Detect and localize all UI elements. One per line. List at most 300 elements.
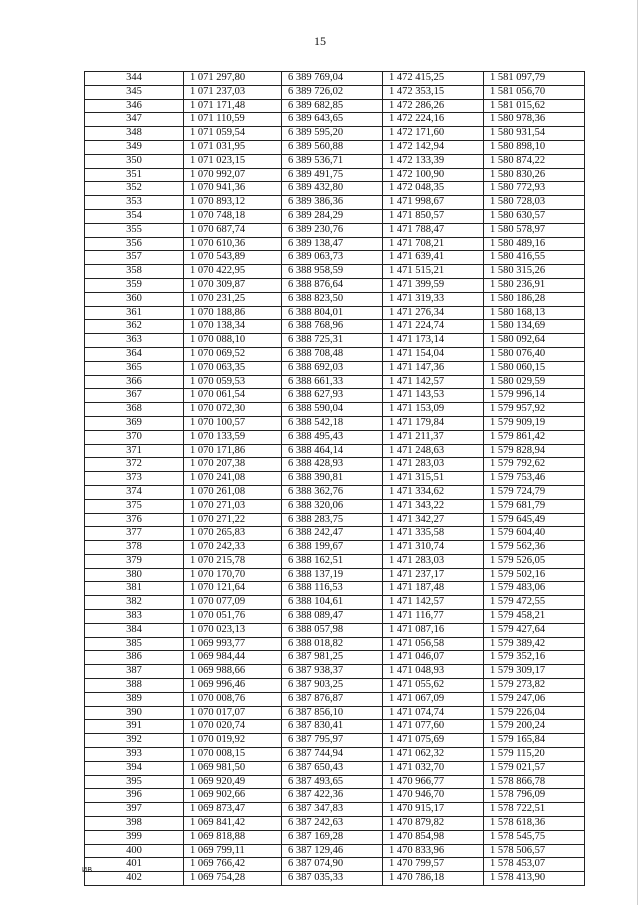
x2-coordinate-cell: 1 471 850,57 — [383, 209, 484, 223]
y2-coordinate-cell: 1 580 830,26 — [484, 168, 585, 182]
y2-coordinate-cell: 1 579 226,04 — [484, 706, 585, 720]
x-coordinate-cell: 1 070 121,64 — [184, 582, 282, 596]
x2-coordinate-cell: 1 471 335,58 — [383, 527, 484, 541]
table-row — [85, 582, 585, 596]
y-coordinate-cell: 6 387 074,90 — [282, 858, 383, 872]
x2-coordinate-cell: 1 472 100,90 — [383, 168, 484, 182]
y2-coordinate-cell: 1 580 060,15 — [484, 361, 585, 375]
point-number-cell: 386 — [85, 651, 184, 665]
table-row — [85, 692, 585, 706]
table-row — [85, 748, 585, 762]
y2-coordinate-cell: 1 579 165,84 — [484, 734, 585, 748]
x2-coordinate-cell: 1 472 142,94 — [383, 140, 484, 154]
y-coordinate-cell: 6 388 283,75 — [282, 513, 383, 527]
x2-coordinate-cell: 1 471 237,17 — [383, 568, 484, 582]
y2-coordinate-cell: 1 579 792,62 — [484, 458, 585, 472]
y2-coordinate-cell: 1 578 413,90 — [484, 872, 585, 886]
point-number-cell: 393 — [85, 748, 184, 762]
point-number-cell: 370 — [85, 430, 184, 444]
table-row — [85, 416, 585, 430]
table-row — [85, 844, 585, 858]
y-coordinate-cell: 6 389 138,47 — [282, 237, 383, 251]
x-coordinate-cell: 1 070 023,13 — [184, 623, 282, 637]
point-number-cell: 354 — [85, 209, 184, 223]
y-coordinate-cell: 6 387 493,65 — [282, 775, 383, 789]
y-coordinate-cell: 6 389 491,75 — [282, 168, 383, 182]
y-coordinate-cell: 6 387 169,28 — [282, 830, 383, 844]
y-coordinate-cell: 6 387 129,46 — [282, 844, 383, 858]
x-coordinate-cell: 1 069 818,88 — [184, 830, 282, 844]
point-number-cell: 351 — [85, 168, 184, 182]
point-number-cell: 368 — [85, 403, 184, 417]
point-number-cell: 360 — [85, 292, 184, 306]
x2-coordinate-cell: 1 471 998,67 — [383, 196, 484, 210]
y-coordinate-cell: 6 388 495,43 — [282, 430, 383, 444]
point-number-cell: 357 — [85, 251, 184, 265]
y2-coordinate-cell: 1 579 389,42 — [484, 637, 585, 651]
y-coordinate-cell: 6 388 390,81 — [282, 472, 383, 486]
x2-coordinate-cell: 1 471 048,93 — [383, 665, 484, 679]
y2-coordinate-cell: 1 581 015,62 — [484, 99, 585, 113]
y-coordinate-cell: 6 389 432,80 — [282, 182, 383, 196]
table-row — [85, 761, 585, 775]
x2-coordinate-cell: 1 471 708,21 — [383, 237, 484, 251]
y2-coordinate-cell: 1 579 352,16 — [484, 651, 585, 665]
table-row — [85, 72, 585, 86]
x2-coordinate-cell: 1 471 788,47 — [383, 223, 484, 237]
y2-coordinate-cell: 1 579 828,94 — [484, 444, 585, 458]
table-row — [85, 472, 585, 486]
point-number-cell: 373 — [85, 472, 184, 486]
table-row — [85, 513, 585, 527]
point-number-cell: 352 — [85, 182, 184, 196]
y-coordinate-cell: 6 388 057,98 — [282, 623, 383, 637]
table-row — [85, 554, 585, 568]
point-number-cell: 389 — [85, 692, 184, 706]
point-number-cell: 402 — [85, 872, 184, 886]
coordinates-table-body — [85, 72, 585, 886]
y2-coordinate-cell: 1 579 604,40 — [484, 527, 585, 541]
x-coordinate-cell: 1 071 237,03 — [184, 85, 282, 99]
table-row — [85, 196, 585, 210]
point-number-cell: 396 — [85, 789, 184, 803]
table-row — [85, 679, 585, 693]
y-coordinate-cell: 6 389 595,20 — [282, 127, 383, 141]
table-row — [85, 168, 585, 182]
x2-coordinate-cell: 1 471 187,48 — [383, 582, 484, 596]
y-coordinate-cell: 6 387 744,94 — [282, 748, 383, 762]
x-coordinate-cell: 1 070 061,54 — [184, 389, 282, 403]
y2-coordinate-cell: 1 581 097,79 — [484, 72, 585, 86]
y-coordinate-cell: 6 388 823,50 — [282, 292, 383, 306]
table-row — [85, 706, 585, 720]
y2-coordinate-cell: 1 579 861,42 — [484, 430, 585, 444]
point-number-cell: 371 — [85, 444, 184, 458]
x2-coordinate-cell: 1 471 046,07 — [383, 651, 484, 665]
table-row — [85, 430, 585, 444]
x-coordinate-cell: 1 070 133,59 — [184, 430, 282, 444]
y2-coordinate-cell: 1 579 115,20 — [484, 748, 585, 762]
table-row — [85, 458, 585, 472]
table-row — [85, 154, 585, 168]
y2-coordinate-cell: 1 581 056,70 — [484, 85, 585, 99]
table-row — [85, 637, 585, 651]
y2-coordinate-cell: 1 579 273,82 — [484, 679, 585, 693]
x-coordinate-cell: 1 070 008,15 — [184, 748, 282, 762]
x2-coordinate-cell: 1 471 154,04 — [383, 347, 484, 361]
y2-coordinate-cell: 1 580 874,22 — [484, 154, 585, 168]
table-row — [85, 499, 585, 513]
y-coordinate-cell: 6 388 725,31 — [282, 334, 383, 348]
x-coordinate-cell: 1 069 984,44 — [184, 651, 282, 665]
point-number-cell: 372 — [85, 458, 184, 472]
y2-coordinate-cell: 1 579 645,49 — [484, 513, 585, 527]
x-coordinate-cell: 1 069 993,77 — [184, 637, 282, 651]
x-coordinate-cell: 1 070 188,86 — [184, 306, 282, 320]
y2-coordinate-cell: 1 580 489,16 — [484, 237, 585, 251]
y2-coordinate-cell: 1 578 453,07 — [484, 858, 585, 872]
point-number-cell: 399 — [85, 830, 184, 844]
x-coordinate-cell: 1 069 920,49 — [184, 775, 282, 789]
x2-coordinate-cell: 1 470 879,82 — [383, 817, 484, 831]
y-coordinate-cell: 6 387 981,25 — [282, 651, 383, 665]
x-coordinate-cell: 1 070 309,87 — [184, 278, 282, 292]
point-number-cell: 395 — [85, 775, 184, 789]
y-coordinate-cell: 6 388 104,61 — [282, 596, 383, 610]
y-coordinate-cell: 6 387 422,36 — [282, 789, 383, 803]
y-coordinate-cell: 6 388 804,01 — [282, 306, 383, 320]
x-coordinate-cell: 1 070 242,33 — [184, 541, 282, 555]
table-row — [85, 251, 585, 265]
y2-coordinate-cell: 1 579 753,46 — [484, 472, 585, 486]
y2-coordinate-cell: 1 579 309,17 — [484, 665, 585, 679]
point-number-cell: 394 — [85, 761, 184, 775]
x-coordinate-cell: 1 070 017,07 — [184, 706, 282, 720]
x2-coordinate-cell: 1 471 399,59 — [383, 278, 484, 292]
point-number-cell: 355 — [85, 223, 184, 237]
point-number-cell: 387 — [85, 665, 184, 679]
table-row — [85, 817, 585, 831]
y-coordinate-cell: 6 388 542,18 — [282, 416, 383, 430]
x-coordinate-cell: 1 070 088,10 — [184, 334, 282, 348]
x2-coordinate-cell: 1 471 319,33 — [383, 292, 484, 306]
y-coordinate-cell: 6 387 856,10 — [282, 706, 383, 720]
y2-coordinate-cell: 1 579 957,92 — [484, 403, 585, 417]
table-row — [85, 182, 585, 196]
point-number-cell: 381 — [85, 582, 184, 596]
table-row — [85, 113, 585, 127]
y-coordinate-cell: 6 389 726,02 — [282, 85, 383, 99]
x-coordinate-cell: 1 069 996,46 — [184, 679, 282, 693]
table-row — [85, 292, 585, 306]
y-coordinate-cell: 6 387 830,41 — [282, 720, 383, 734]
x-coordinate-cell: 1 069 799,11 — [184, 844, 282, 858]
x2-coordinate-cell: 1 471 248,63 — [383, 444, 484, 458]
y2-coordinate-cell: 1 580 630,57 — [484, 209, 585, 223]
table-row — [85, 568, 585, 582]
table-row — [85, 209, 585, 223]
point-number-cell: 350 — [85, 154, 184, 168]
y-coordinate-cell: 6 388 768,96 — [282, 320, 383, 334]
y2-coordinate-cell: 1 579 427,64 — [484, 623, 585, 637]
y-coordinate-cell: 6 387 876,87 — [282, 692, 383, 706]
x2-coordinate-cell: 1 471 142,57 — [383, 375, 484, 389]
point-number-cell: 348 — [85, 127, 184, 141]
x-coordinate-cell: 1 070 893,12 — [184, 196, 282, 210]
x2-coordinate-cell: 1 471 310,74 — [383, 541, 484, 555]
y-coordinate-cell: 6 389 682,85 — [282, 99, 383, 113]
y-coordinate-cell: 6 389 063,73 — [282, 251, 383, 265]
y2-coordinate-cell: 1 580 092,64 — [484, 334, 585, 348]
x2-coordinate-cell: 1 471 179,84 — [383, 416, 484, 430]
x2-coordinate-cell: 1 472 048,35 — [383, 182, 484, 196]
point-number-cell: 359 — [85, 278, 184, 292]
y2-coordinate-cell: 1 579 021,57 — [484, 761, 585, 775]
x2-coordinate-cell: 1 470 833,96 — [383, 844, 484, 858]
x2-coordinate-cell: 1 471 142,57 — [383, 596, 484, 610]
y-coordinate-cell: 6 388 958,59 — [282, 265, 383, 279]
x2-coordinate-cell: 1 471 074,74 — [383, 706, 484, 720]
point-number-cell: 384 — [85, 623, 184, 637]
y2-coordinate-cell: 1 578 618,36 — [484, 817, 585, 831]
x2-coordinate-cell: 1 472 353,15 — [383, 85, 484, 99]
point-number-cell: 365 — [85, 361, 184, 375]
point-number-cell: 353 — [85, 196, 184, 210]
x-coordinate-cell: 1 070 610,36 — [184, 237, 282, 251]
y2-coordinate-cell: 1 579 996,14 — [484, 389, 585, 403]
x2-coordinate-cell: 1 471 639,41 — [383, 251, 484, 265]
x-coordinate-cell: 1 070 138,34 — [184, 320, 282, 334]
y2-coordinate-cell: 1 580 076,40 — [484, 347, 585, 361]
x-coordinate-cell: 1 070 020,74 — [184, 720, 282, 734]
x-coordinate-cell: 1 070 992,07 — [184, 168, 282, 182]
y2-coordinate-cell: 1 580 186,28 — [484, 292, 585, 306]
y-coordinate-cell: 6 387 938,37 — [282, 665, 383, 679]
y-coordinate-cell: 6 389 230,76 — [282, 223, 383, 237]
x-coordinate-cell: 1 071 110,59 — [184, 113, 282, 127]
x-coordinate-cell: 1 070 422,95 — [184, 265, 282, 279]
y-coordinate-cell: 6 387 242,63 — [282, 817, 383, 831]
x-coordinate-cell: 1 070 069,52 — [184, 347, 282, 361]
x2-coordinate-cell: 1 471 315,51 — [383, 472, 484, 486]
y2-coordinate-cell: 1 579 681,79 — [484, 499, 585, 513]
y-coordinate-cell: 6 387 347,83 — [282, 803, 383, 817]
x-coordinate-cell: 1 069 873,47 — [184, 803, 282, 817]
x-coordinate-cell: 1 070 100,57 — [184, 416, 282, 430]
x2-coordinate-cell: 1 471 334,62 — [383, 485, 484, 499]
x-coordinate-cell: 1 070 008,76 — [184, 692, 282, 706]
point-number-cell: 388 — [85, 679, 184, 693]
x2-coordinate-cell: 1 470 799,57 — [383, 858, 484, 872]
point-number-cell: 366 — [85, 375, 184, 389]
x2-coordinate-cell: 1 471 342,27 — [383, 513, 484, 527]
point-number-cell: 362 — [85, 320, 184, 334]
y-coordinate-cell: 6 388 242,47 — [282, 527, 383, 541]
y2-coordinate-cell: 1 580 772,93 — [484, 182, 585, 196]
point-number-cell: 376 — [85, 513, 184, 527]
y-coordinate-cell: 6 389 769,04 — [282, 72, 383, 86]
table-row — [85, 306, 585, 320]
coordinates-table — [84, 71, 585, 886]
x2-coordinate-cell: 1 471 116,77 — [383, 610, 484, 624]
y2-coordinate-cell: 1 580 315,26 — [484, 265, 585, 279]
x2-coordinate-cell: 1 471 062,32 — [383, 748, 484, 762]
x-coordinate-cell: 1 070 265,83 — [184, 527, 282, 541]
y2-coordinate-cell: 1 579 458,21 — [484, 610, 585, 624]
point-number-cell: 374 — [85, 485, 184, 499]
point-number-cell: 391 — [85, 720, 184, 734]
x-coordinate-cell: 1 070 748,18 — [184, 209, 282, 223]
x2-coordinate-cell: 1 471 147,36 — [383, 361, 484, 375]
y2-coordinate-cell: 1 580 168,13 — [484, 306, 585, 320]
y-coordinate-cell: 6 389 536,71 — [282, 154, 383, 168]
point-number-cell: 367 — [85, 389, 184, 403]
point-number-cell: 369 — [85, 416, 184, 430]
x-coordinate-cell: 1 070 170,70 — [184, 568, 282, 582]
x-coordinate-cell: 1 069 754,28 — [184, 872, 282, 886]
table-row — [85, 775, 585, 789]
table-row — [85, 389, 585, 403]
y2-coordinate-cell: 1 578 545,75 — [484, 830, 585, 844]
table-row — [85, 334, 585, 348]
table-row — [85, 720, 585, 734]
y2-coordinate-cell: 1 579 502,16 — [484, 568, 585, 582]
y2-coordinate-cell: 1 580 728,03 — [484, 196, 585, 210]
x-coordinate-cell: 1 069 902,66 — [184, 789, 282, 803]
point-number-cell: 356 — [85, 237, 184, 251]
y-coordinate-cell: 6 388 661,33 — [282, 375, 383, 389]
x-coordinate-cell: 1 070 207,38 — [184, 458, 282, 472]
y-coordinate-cell: 6 388 199,67 — [282, 541, 383, 555]
x-coordinate-cell: 1 070 687,74 — [184, 223, 282, 237]
x2-coordinate-cell: 1 472 133,39 — [383, 154, 484, 168]
x2-coordinate-cell: 1 472 286,26 — [383, 99, 484, 113]
point-number-cell: 400 — [85, 844, 184, 858]
y-coordinate-cell: 6 388 876,64 — [282, 278, 383, 292]
point-number-cell: 361 — [85, 306, 184, 320]
y-coordinate-cell: 6 388 590,04 — [282, 403, 383, 417]
y-coordinate-cell: 6 388 692,03 — [282, 361, 383, 375]
x2-coordinate-cell: 1 471 056,58 — [383, 637, 484, 651]
x2-coordinate-cell: 1 471 515,21 — [383, 265, 484, 279]
y-coordinate-cell: 6 388 018,82 — [282, 637, 383, 651]
y2-coordinate-cell: 1 580 416,55 — [484, 251, 585, 265]
x-coordinate-cell: 1 070 941,36 — [184, 182, 282, 196]
point-number-cell: 364 — [85, 347, 184, 361]
point-number-cell: 379 — [85, 554, 184, 568]
table-row — [85, 127, 585, 141]
table-row — [85, 237, 585, 251]
x2-coordinate-cell: 1 472 224,16 — [383, 113, 484, 127]
x2-coordinate-cell: 1 471 032,70 — [383, 761, 484, 775]
x-coordinate-cell: 1 070 059,53 — [184, 375, 282, 389]
point-number-cell: 344 — [85, 72, 184, 86]
scan-edge-line — [637, 0, 638, 905]
y-coordinate-cell: 6 388 627,93 — [282, 389, 383, 403]
x-coordinate-cell: 1 069 841,42 — [184, 817, 282, 831]
table-row — [85, 85, 585, 99]
y-coordinate-cell: 6 389 386,36 — [282, 196, 383, 210]
y-coordinate-cell: 6 388 464,14 — [282, 444, 383, 458]
x-coordinate-cell: 1 070 543,89 — [184, 251, 282, 265]
y2-coordinate-cell: 1 579 472,55 — [484, 596, 585, 610]
y2-coordinate-cell: 1 580 578,97 — [484, 223, 585, 237]
y-coordinate-cell: 6 387 795,97 — [282, 734, 383, 748]
x2-coordinate-cell: 1 471 211,37 — [383, 430, 484, 444]
y-coordinate-cell: 6 387 650,43 — [282, 761, 383, 775]
y2-coordinate-cell: 1 579 526,05 — [484, 554, 585, 568]
point-number-cell: 345 — [85, 85, 184, 99]
x-coordinate-cell: 1 070 271,22 — [184, 513, 282, 527]
x2-coordinate-cell: 1 471 283,03 — [383, 458, 484, 472]
x-coordinate-cell: 1 069 766,42 — [184, 858, 282, 872]
x2-coordinate-cell: 1 472 171,60 — [383, 127, 484, 141]
x-coordinate-cell: 1 069 981,50 — [184, 761, 282, 775]
y2-coordinate-cell: 1 578 866,78 — [484, 775, 585, 789]
table-row — [85, 278, 585, 292]
y2-coordinate-cell: 1 580 236,91 — [484, 278, 585, 292]
x-coordinate-cell: 1 070 261,08 — [184, 485, 282, 499]
x2-coordinate-cell: 1 471 087,16 — [383, 623, 484, 637]
table-row — [85, 375, 585, 389]
y2-coordinate-cell: 1 579 562,36 — [484, 541, 585, 555]
y2-coordinate-cell: 1 580 978,36 — [484, 113, 585, 127]
x2-coordinate-cell: 1 472 415,25 — [383, 72, 484, 86]
y2-coordinate-cell: 1 578 722,51 — [484, 803, 585, 817]
y-coordinate-cell: 6 388 428,93 — [282, 458, 383, 472]
x2-coordinate-cell: 1 471 067,09 — [383, 692, 484, 706]
table-row — [85, 610, 585, 624]
point-number-cell: 392 — [85, 734, 184, 748]
table-row — [85, 858, 585, 872]
page-number: 15 — [314, 34, 326, 48]
table-row — [85, 265, 585, 279]
point-number-cell: 363 — [85, 334, 184, 348]
point-number-cell: 349 — [85, 140, 184, 154]
y2-coordinate-cell: 1 580 931,54 — [484, 127, 585, 141]
table-row — [85, 485, 585, 499]
y2-coordinate-cell: 1 579 909,19 — [484, 416, 585, 430]
y-coordinate-cell: 6 388 320,06 — [282, 499, 383, 513]
table-row — [85, 665, 585, 679]
x-coordinate-cell: 1 070 241,08 — [184, 472, 282, 486]
x-coordinate-cell: 1 070 077,09 — [184, 596, 282, 610]
y-coordinate-cell: 6 389 284,29 — [282, 209, 383, 223]
x-coordinate-cell: 1 070 215,78 — [184, 554, 282, 568]
x-coordinate-cell: 1 071 297,80 — [184, 72, 282, 86]
x2-coordinate-cell: 1 470 915,17 — [383, 803, 484, 817]
y2-coordinate-cell: 1 578 506,57 — [484, 844, 585, 858]
y-coordinate-cell: 6 388 162,51 — [282, 554, 383, 568]
point-number-cell: 380 — [85, 568, 184, 582]
x2-coordinate-cell: 1 471 075,69 — [383, 734, 484, 748]
y2-coordinate-cell: 1 579 483,06 — [484, 582, 585, 596]
y-coordinate-cell: 6 387 903,25 — [282, 679, 383, 693]
point-number-cell: 385 — [85, 637, 184, 651]
x2-coordinate-cell: 1 471 276,34 — [383, 306, 484, 320]
point-number-cell: 346 — [85, 99, 184, 113]
table-row — [85, 403, 585, 417]
y2-coordinate-cell: 1 580 134,69 — [484, 320, 585, 334]
table-row — [85, 444, 585, 458]
x-coordinate-cell: 1 070 051,76 — [184, 610, 282, 624]
point-number-cell: 383 — [85, 610, 184, 624]
x-coordinate-cell: 1 070 063,35 — [184, 361, 282, 375]
footer-initials: ИВ — [82, 867, 93, 874]
table-row — [85, 361, 585, 375]
x-coordinate-cell: 1 070 171,86 — [184, 444, 282, 458]
x2-coordinate-cell: 1 471 173,14 — [383, 334, 484, 348]
